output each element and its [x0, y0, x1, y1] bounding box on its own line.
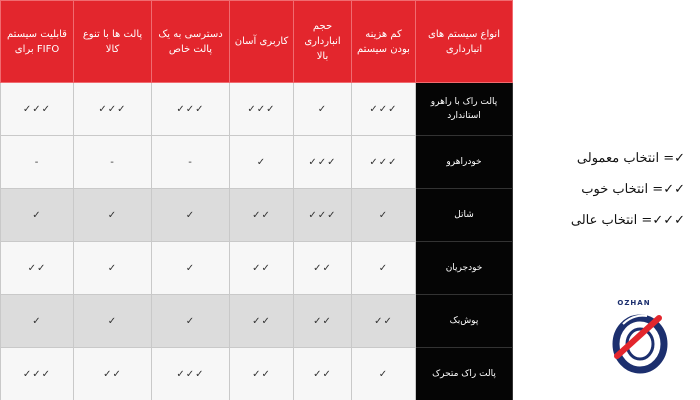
header-row: [1, 1, 513, 83]
legend-item-good: [535, 174, 685, 205]
table-row: [1, 348, 513, 400]
header-variety: پالت ها با تنوع کالا: [74, 1, 152, 83]
cell-access: -: [152, 136, 230, 189]
cell-volume: ✓: [294, 83, 352, 136]
cell-volume: ✓✓: [294, 295, 352, 348]
cell-fifo: -: [1, 136, 74, 189]
cell-fifo: ✓✓: [1, 242, 74, 295]
cell-ease: ✓✓: [230, 295, 294, 348]
cell-volume: ✓✓✓: [294, 136, 352, 189]
table-row: [1, 189, 513, 242]
row-system-type: پالت راک متحرک: [416, 348, 513, 400]
legend-label: = انتخاب عالی: [570, 213, 653, 228]
cell-ease: ✓✓: [230, 242, 294, 295]
row-system-type: پوش‌بک: [416, 295, 513, 348]
cell-cost: ✓: [352, 189, 416, 242]
cell-volume: ✓✓: [294, 242, 352, 295]
cell-cost: ✓: [352, 348, 416, 400]
cell-variety: -: [74, 136, 152, 189]
cell-access: ✓✓✓: [152, 348, 230, 400]
legend-item-normal: [535, 143, 685, 174]
cell-variety: ✓: [74, 242, 152, 295]
header-system-type: انواع سیستم های انبارداری: [416, 1, 513, 83]
cell-variety: ✓: [74, 295, 152, 348]
cell-variety: ✓: [74, 189, 152, 242]
cell-variety: ✓✓: [74, 348, 152, 400]
cell-fifo: ✓: [1, 295, 74, 348]
cell-cost: ✓✓✓: [352, 83, 416, 136]
row-system-type: پالت راک با راهرو استاندارد: [416, 83, 513, 136]
header-volume: حجم انبارداری بالا: [294, 1, 352, 83]
legend: [535, 143, 685, 236]
cell-access: ✓: [152, 295, 230, 348]
cell-access: ✓✓✓: [152, 83, 230, 136]
cell-variety: ✓✓✓: [74, 83, 152, 136]
cell-cost: ✓✓✓: [352, 136, 416, 189]
cell-fifo: ✓✓✓: [1, 348, 74, 400]
table-row: [1, 295, 513, 348]
table-row: [1, 242, 513, 295]
table-row: [1, 83, 513, 136]
cell-ease: ✓✓✓: [230, 83, 294, 136]
cell-ease: ✓✓: [230, 189, 294, 242]
legend-item-excellent: [535, 205, 685, 236]
cell-cost: ✓✓: [352, 295, 416, 348]
legend-label: = انتخاب معمولی: [576, 151, 675, 166]
row-system-type: خودجریان: [416, 242, 513, 295]
table-row: [1, 136, 513, 189]
cell-ease: ✓✓: [230, 348, 294, 400]
logo-text: OZHAN: [617, 299, 651, 307]
legend-label: = انتخاب خوب: [581, 182, 664, 197]
cell-cost: ✓: [352, 242, 416, 295]
cell-ease: ✓: [230, 136, 294, 189]
cell-fifo: ✓✓✓: [1, 83, 74, 136]
cell-access: ✓: [152, 242, 230, 295]
row-system-type: شاتل: [416, 189, 513, 242]
header-fifo: قابلیت سیستم برای FIFO: [1, 1, 74, 83]
legend-ticks: ✓✓: [663, 182, 685, 197]
cell-volume: ✓✓: [294, 348, 352, 400]
cell-volume: ✓✓✓: [294, 189, 352, 242]
header-access: دسترسی به یک پالت خاص: [152, 1, 230, 83]
legend-ticks: ✓: [674, 151, 685, 166]
header-cost: کم هزینه بودن سیستم: [352, 1, 416, 83]
cell-fifo: ✓: [1, 189, 74, 242]
ozhan-logo-icon: [603, 304, 677, 378]
legend-ticks: ✓✓✓: [652, 213, 685, 228]
cell-access: ✓: [152, 189, 230, 242]
header-ease: کاربری آسان: [230, 1, 294, 83]
row-system-type: خودراهرو: [416, 136, 513, 189]
